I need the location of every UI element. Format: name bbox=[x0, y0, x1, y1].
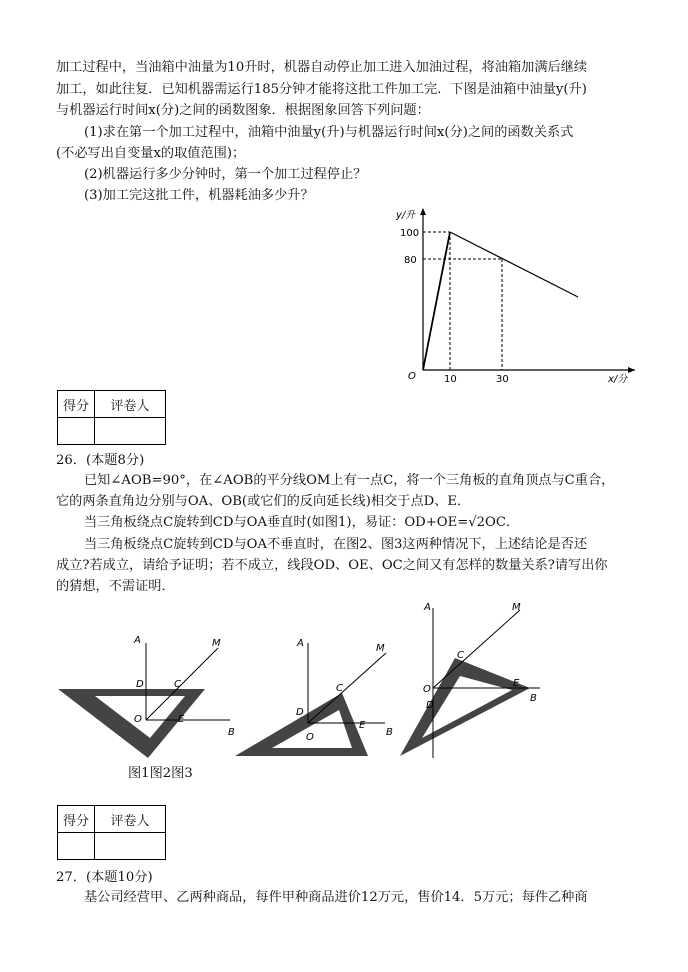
figure-caption: 图1图2图3 bbox=[128, 766, 193, 781]
fuel-graph bbox=[390, 200, 640, 385]
q25-line-2: 加工，如此往复．已知机器需运行185分钟才能将这批工件加工完．下图是油箱中油量y(升) bbox=[56, 82, 587, 97]
q25-line-3: 与机器运行时间x(分)之间的函数图象．根据图象回答下列问题： bbox=[56, 103, 430, 118]
grader-cell[interactable] bbox=[95, 833, 166, 860]
svg-text:O: O bbox=[134, 714, 142, 725]
graph-y-tick-80: 80 bbox=[404, 255, 417, 266]
figure-1 bbox=[58, 635, 235, 758]
q27-line-1: 基公司经营甲、乙两种商品，每件甲种商品进价12万元，售价14．5万元；每件乙种商 bbox=[84, 890, 588, 905]
svg-text:D: D bbox=[136, 679, 144, 690]
q26-line-3: 当三角板绕点C旋转到CD与OA垂直时(如图1)，易证：OD+OE=√2OC． bbox=[84, 515, 520, 530]
svg-text:C: C bbox=[336, 683, 343, 694]
q26-line-5: 成立?若成立，请给予证明；若不成立，线段OD、OE、OC之间又有怎样的数量关系?请写出你 bbox=[56, 558, 608, 573]
figure-2 bbox=[235, 638, 393, 756]
graph-y-label: y/升 bbox=[396, 210, 416, 221]
figure-3 bbox=[400, 602, 540, 758]
sqrt-expression: √2OC． bbox=[468, 515, 520, 530]
q26-heading: 26．(本题8分) bbox=[56, 453, 145, 468]
score-cell[interactable] bbox=[58, 418, 95, 445]
score-header: 得分 bbox=[58, 391, 95, 418]
svg-text:D: D bbox=[426, 700, 434, 711]
grader-header: 评卷人 bbox=[95, 806, 166, 833]
svg-text:O: O bbox=[306, 732, 314, 743]
svg-text:A: A bbox=[424, 602, 431, 613]
svg-text:E: E bbox=[178, 714, 185, 725]
svg-text:B: B bbox=[228, 727, 235, 738]
q25-subq-3: (3)加工完这批工件，机器耗油多少升？ bbox=[84, 188, 314, 203]
graph-origin: O bbox=[408, 371, 416, 382]
triangle-figures bbox=[50, 598, 610, 768]
q25-subq-2: (2)机器运行多少分钟时，第一个加工过程停止？ bbox=[84, 167, 367, 182]
svg-text:O: O bbox=[423, 684, 431, 695]
graph-x-tick-30: 30 bbox=[496, 374, 509, 385]
svg-text:E: E bbox=[513, 678, 520, 689]
score-table-1 bbox=[57, 390, 166, 445]
q25-line-1: 加工过程中，当油箱中油量为10升时，机器自动停止加工进入加油过程，将油箱加满后继续 bbox=[56, 60, 588, 75]
svg-text:M: M bbox=[512, 602, 521, 613]
q25-subq-1-cont: (不必写出自变量x的取值范围)； bbox=[56, 146, 246, 161]
graph-y-tick-100: 100 bbox=[400, 228, 420, 239]
svg-text:C: C bbox=[457, 650, 464, 661]
q27-heading: 27．(本题10分) bbox=[56, 870, 153, 885]
q26-line-2: 它的两条直角边分别与OA、OB(或它们的反向延长线)相交于点D、E． bbox=[56, 494, 471, 509]
q26-line-6: 的猜想，不需证明． bbox=[56, 579, 175, 594]
score-cell[interactable] bbox=[58, 833, 95, 860]
svg-text:A: A bbox=[134, 635, 141, 646]
svg-text:E: E bbox=[359, 720, 366, 731]
q26-line-4: 当三角板绕点C旋转到CD与OA不垂直时，在图2、图3这两种情况下，上述结论是否还 bbox=[84, 537, 588, 552]
svg-text:M: M bbox=[376, 643, 385, 654]
grader-header: 评卷人 bbox=[95, 391, 166, 418]
svg-text:B: B bbox=[530, 693, 537, 704]
svg-text:B: B bbox=[386, 727, 393, 738]
score-table-2 bbox=[57, 805, 166, 860]
grader-cell[interactable] bbox=[95, 418, 166, 445]
graph-x-tick-10: 10 bbox=[444, 374, 457, 385]
svg-text:C: C bbox=[174, 679, 181, 690]
svg-text:M: M bbox=[212, 638, 221, 649]
score-header: 得分 bbox=[58, 806, 95, 833]
graph-x-label: x/分 bbox=[608, 374, 628, 385]
q26-line-1: 已知∠AOB=90°，在∠AOB的平分线OM上有一点C，将一个三角板的直角顶点与C重合， bbox=[84, 473, 615, 488]
svg-text:A: A bbox=[297, 638, 304, 649]
svg-text:D: D bbox=[296, 707, 304, 718]
q25-subq-1: (1)求在第一个加工过程中，油箱中油量y(升)与机器运行时间x(分)之间的函数关系式 bbox=[84, 125, 574, 140]
